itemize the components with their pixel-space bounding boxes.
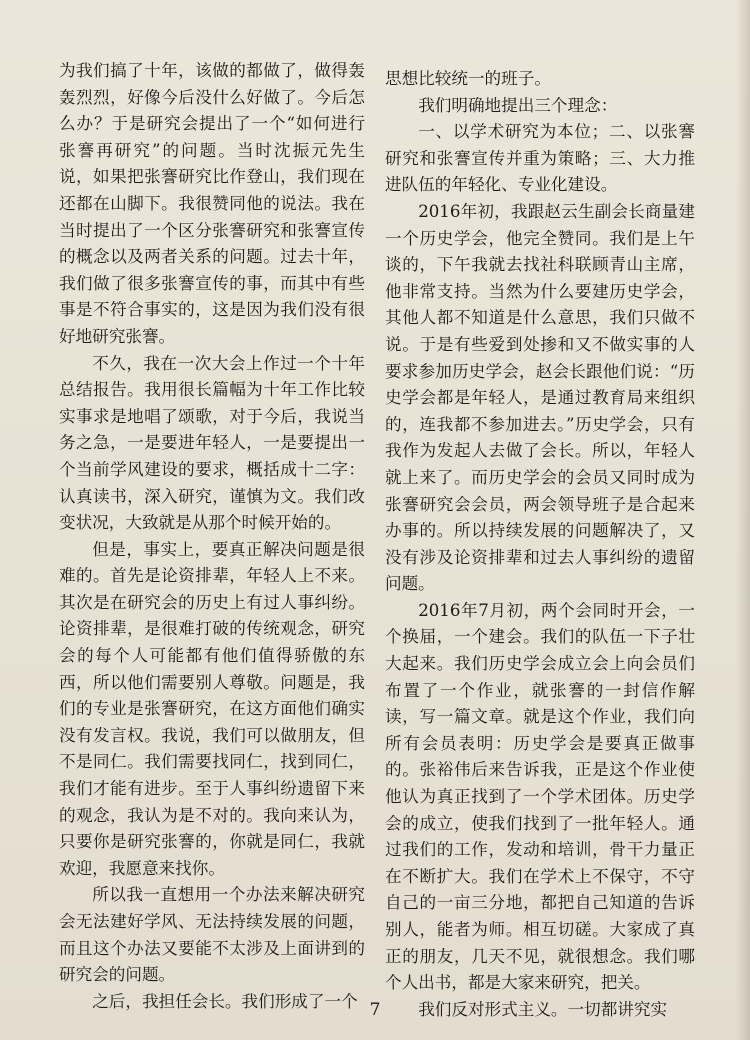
paragraph: 我们反对形式主义。一切都讲究实 [418, 999, 668, 1019]
paragraph: 2016年7月初，两个会同时开会，一个换届，一个建会。我们的队伍一下子壮大起来。我们历史学会成立会上向会员们布置了一个作业，就张謇的一封信作解读，写一篇文章。就是这个作业，我们向所有会员表明：历史学会是要真正做事的。张裕伟后来告诉我，正是这个作业使他认为真正找到了一个学术团体。历史学会的成立，使我们找到了一批年轻人。通过我们的工作，发动和培训，骨干力量正在不断扩大。我们在学术上不保守，不守自己的一亩三分地，都把自己知道的告诉别人，能者为师。相互切磋。大家成了真正的朋友，几天不见，就很想念。我们哪个人出书，都是大家来研究，把关。 [385, 600, 695, 993]
paragraph: 所以我一直想用一个办法来解决研究会无法建好学风、无法持续发展的问题，而且这个办法又要能不太涉及上面讲到的研究会的问题。 [59, 885, 365, 985]
paragraph: 一、以学术研究为本位；二、以张謇研究和张謇宣传并重为策略；三、大力推进队伍的年轻化、专业化建设。 [385, 122, 695, 195]
paragraph: 但是，事实上，要真正解决问题是很难的。首先是论资排辈，年轻人上不来。其次是在研究会的历史上有过人事纠纷。论资排辈，是很难打破的传统观念，研究会的每个人可能都有他们值得骄傲的东西，所以他们需要别人尊敬。问题是，我们的专业是张謇研究，在这方面他们确实没有发言权。我说，我们可以做朋友，但不是同仁。我们需要找同仁，找到同仁，我们才能有进步。至于人事纠纷遗留下来的观念，我认为是不对的。我向来认为，只要你是研究张謇的，你就是同仁，我就欢迎，我愿意来找你。 [59, 539, 365, 878]
page-edge-shadow [736, 0, 750, 1040]
left-text-column [59, 58, 365, 1015]
paragraph: 思想比较统一的班子。 [385, 69, 551, 88]
right-text-column [385, 66, 695, 1023]
paragraph: 之后，我担任会长。我们形成了一个 [92, 991, 358, 1011]
paragraph: 2016年初，我跟赵云生副会长商量建一个历史学会，他完全赞同。我们是上午谈的，下午我就去找社科联顾青山主席，他非常支持。当然为什么要建历史学会，其他人都不知道是什么意思，我们只做不说。于是有些爱到处掺和又不做实事的人要求参加历史学会，赵会长跟他们说：“历史学会都是年轻人，是通过教育局来组织的，连我都不参加进去。”历史学会，只有我作为发起人去做了会长。所以，年轻人就上来了。而历史学会的会员又同时成为张謇研究会会员，两会领导班子是合起来办事的。所以持续发展的问题解决了，又没有涉及论资排辈和过去人事纠纷的遗留问题。 [385, 201, 695, 594]
paragraph: 不久，我在一次大会上作过一个十年总结报告。我用很长篇幅为十年工作比较实事求是地唱了颂歌，对于今后，我说当务之急，一是要进年轻人，一是要提出一个当前学风建设的要求，概括成十二字：认真读书，深入研究，谨慎为文。我们改变状况，大致就是从那个时候开始的。 [59, 353, 365, 533]
paragraph: 我们明确地提出三个理念： [418, 95, 618, 115]
page-number: 7 [369, 1000, 381, 1020]
paragraph: 为我们搞了十年，该做的都做了，做得轰轰烈烈，好像今后没什么好做了。今后怎么办？于是研究会提出了一个“如何进行张謇再研究”的问题。当时沈振元先生说，如果把张謇研究比作登山，我们现在还都在山脚下。我很赞同他的说法。我在当时提出了一个区分张謇研究和张謇宣传的概念以及两者关系的问题。过去十年，我们做了很多张謇宣传的事，而其中有些事是不符合事实的，这是因为我们没有很好地研究张謇。 [59, 61, 365, 346]
